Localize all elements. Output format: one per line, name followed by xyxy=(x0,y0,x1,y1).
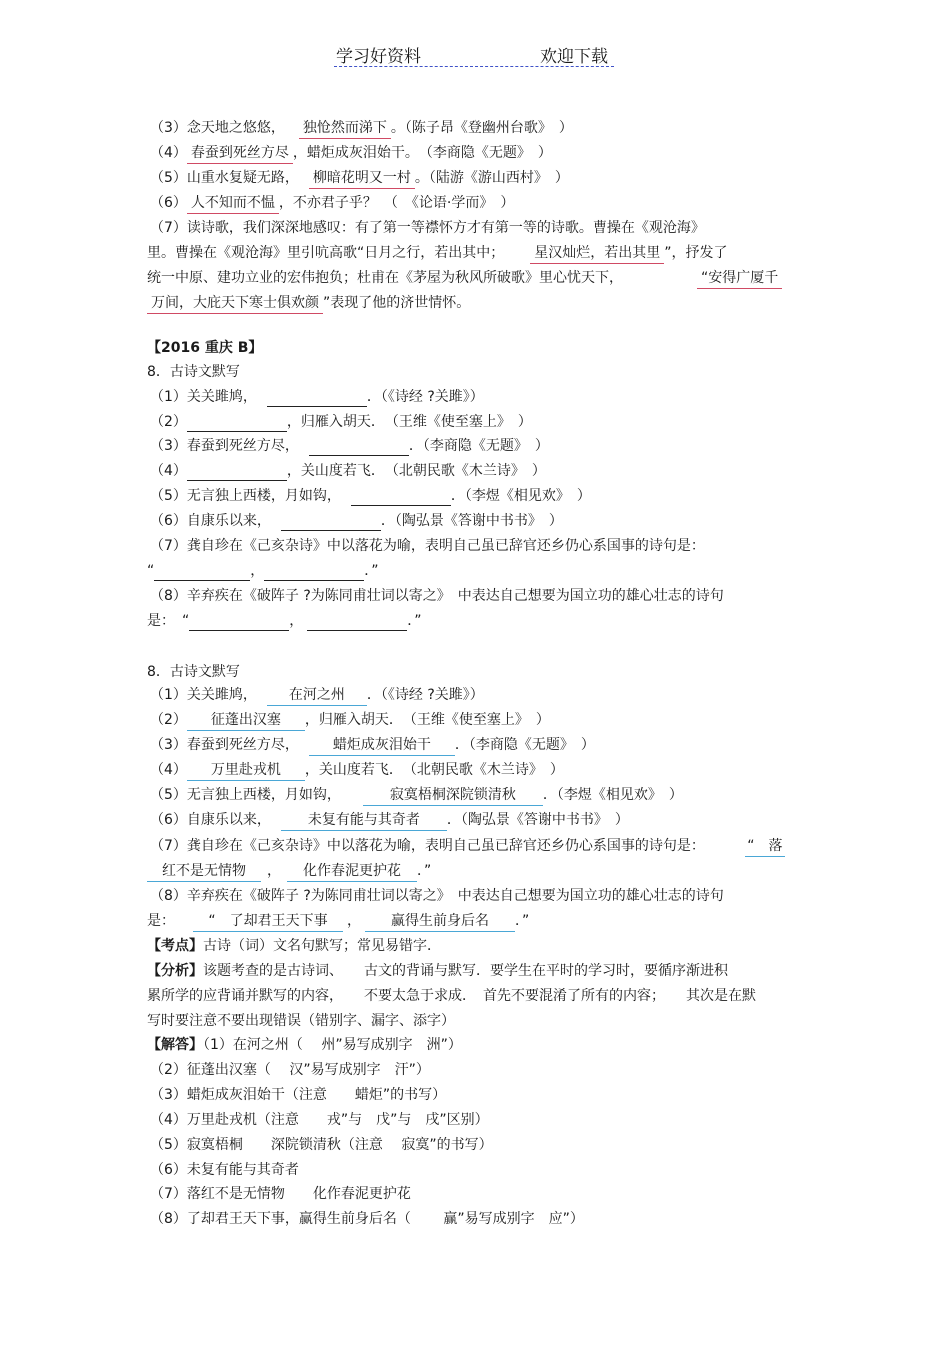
p1-line-3: （3）念天地之悠悠， 独怆然而涕下 。（陈子昂《登幽州台歌》 ） xyxy=(150,118,573,139)
fenxi-3: 写时要注意不要出现错误（错别字、漏字、添字） xyxy=(147,1013,455,1029)
header-right: 欢迎下载 xyxy=(540,47,608,67)
p2-line-7b: “ ， ．” xyxy=(147,563,379,579)
p1-line-6: （6） 人不知而不愠 ，不亦君子乎？ （ 《论语·学而》 ） xyxy=(150,193,514,214)
jieda-1: 【解答】（1）在河之州（ 州”易写成别字 洲”） xyxy=(147,1037,462,1053)
kaodian: 【考点】古诗（词）文名句默写；常见易错字． xyxy=(147,938,441,954)
p1-line-7a: （7）读诗歌，我们深深地感叹：有了第一等襟怀方才有第一等的诗歌。曹操在《观沧海》 xyxy=(150,220,705,236)
p1-line-7c: 统一中原、建功立业的宏伟抱负；杜甫在《茅屋为秋风所破歌》里心忧天下， “安得广厦千 xyxy=(147,268,782,289)
p3-line-5: （5）无言独上西楼，月如钩， 寂寞梧桐深院锁清秋 ．（李煜《相见欢》 ） xyxy=(150,785,683,806)
page-header xyxy=(334,40,614,67)
p1-line-7d: 万间，大庇天下寒士俱欢颜 ”表现了他的济世情怀。 xyxy=(147,293,470,314)
p2-line-1: （1）关关雎鸠， ．（《诗经 ?关雎》） xyxy=(150,389,484,405)
jieda-8: （8）了却君王天下事，赢得生前身后名（ 赢”易写成别字 应”） xyxy=(150,1211,584,1227)
p2-question: 8．古诗文默写 xyxy=(147,364,240,380)
p3-line-2: （2） 征蓬出汉塞 ，归雁入胡天． （王维《使至塞上》 ） xyxy=(150,710,550,731)
jieda-5: （5）寂寞梧桐 深院锁清秋（注意 寂寞”的书写） xyxy=(150,1137,493,1153)
jieda-7: （7）落红不是无情物 化作春泥更护花 xyxy=(150,1186,411,1202)
header-left: 学习好资料 xyxy=(336,47,421,67)
p2-line-6: （6）自康乐以来， ．（陶弘景《答谢中书书》 ） xyxy=(150,513,563,529)
p3-question: 8．古诗文默写 xyxy=(147,664,240,680)
p3-line-8b: 是： “ 了却君王天下事 ， 赢得生前身后名 ．” xyxy=(147,911,529,932)
jieda-4: （4）万里赴戎机（注意 戎”与 戊”与 戌”区别） xyxy=(150,1112,489,1128)
jieda-6: （6）未复有能与其奇者 xyxy=(150,1162,299,1178)
p3-line-8: （8）辛弃疾在《破阵子 ?为陈同甫壮词以寄之》 中表达自己想要为国立功的雄心壮志的诗句 xyxy=(150,888,724,904)
p3-line-7b: 红不是无情物 ， 化作春泥更护花 ．” xyxy=(147,861,431,882)
p1-line-5: （5）山重水复疑无路， 柳暗花明又一村 。（陆游《游山西村》 ） xyxy=(150,168,569,189)
p2-line-7: （7）龚自珍在《己亥杂诗》中以落花为喻，表明自己虽已辞官还乡仍心系国事的诗句是： xyxy=(150,538,705,554)
p1-line-7b: 里。曹操在《观沧海》里引吭高歌“日月之行，若出其中； 星汉灿烂，若出其里 ”，抒发了 xyxy=(147,243,728,264)
p3-line-4: （4） 万里赴戎机 ，关山度若飞． （北朝民歌《木兰诗》 ） xyxy=(150,760,564,781)
section-title: 【2016 重庆 B】 xyxy=(147,340,263,356)
p3-line-1: （1）关关雎鸠， 在河之州 ．（《诗经 ?关雎》） xyxy=(150,685,484,706)
p3-line-7: （7）龚自珍在《己亥杂诗》中以落花为喻，表明自己虽已辞官还乡仍心系国事的诗句是： “ 落 xyxy=(150,836,785,857)
p2-line-8b: 是： “ ， ．” xyxy=(147,613,422,629)
jieda-3: （3）蜡炬成灰泪始干（注意 蜡炬”的书写） xyxy=(150,1087,447,1103)
p2-line-3: （3）春蚕到死丝方尽， ．（李商隐《无题》 ） xyxy=(150,438,549,454)
p3-line-3: （3）春蚕到死丝方尽， 蜡炬成灰泪始干 ．（李商隐《无题》 ） xyxy=(150,735,595,756)
jieda-2: （2）征蓬出汉塞（ 汉”易写成别字 汗”） xyxy=(150,1062,430,1078)
p1-line-4: （4） 春蚕到死丝方尽 ，蜡炬成灰泪始干。 （李商隐《无题》 ） xyxy=(150,143,552,164)
p2-line-5: （5）无言独上西楼，月如钩， ．（李煜《相见欢》 ） xyxy=(150,488,591,504)
fenxi-2: 累所学的应背诵并默写的内容， 不要太急于求成． 首先不要混淆了所有的内容； 其次是在默 xyxy=(147,988,756,1004)
p2-line-2: （2） ，归雁入胡天． （王维《使至塞上》 ） xyxy=(150,414,532,430)
p3-line-6: （6）自康乐以来， 未复有能与其奇者 ．（陶弘景《答谢中书书》 ） xyxy=(150,810,629,831)
fenxi-1: 【分析】该题考查的是古诗词、 古文的背诵与默写．要学生在平时的学习时，要循序渐进积 xyxy=(147,963,728,979)
p2-line-8: （8）辛弃疾在《破阵子 ?为陈同甫壮词以寄之》 中表达自己想要为国立功的雄心壮志的诗句 xyxy=(150,588,724,604)
p2-line-4: （4） ，关山度若飞． （北朝民歌《木兰诗》 ） xyxy=(150,463,546,479)
